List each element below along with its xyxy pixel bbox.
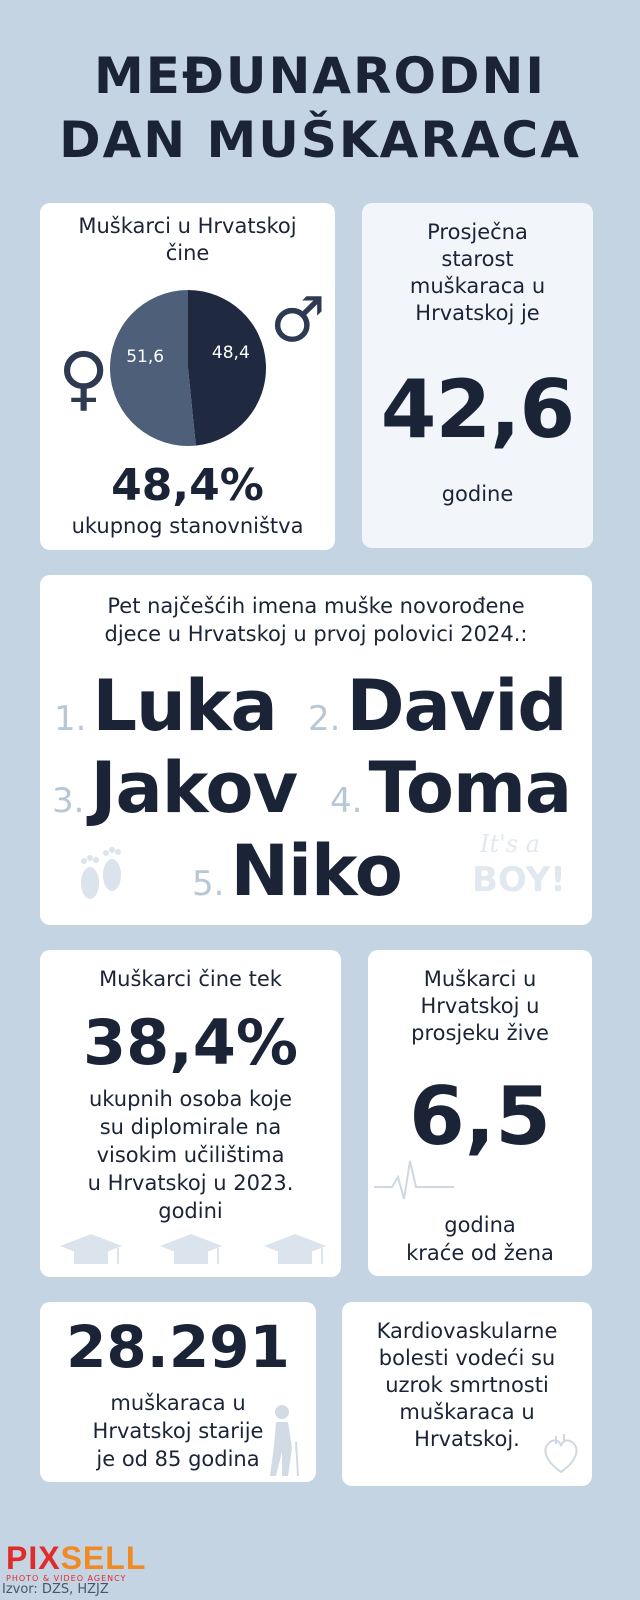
education-caption-3: visokim učilištima	[96, 1143, 285, 1167]
source-text: Izvor: DZS, HZJZ	[2, 1582, 109, 1597]
cardio-card	[342, 1302, 592, 1486]
elderly-person-icon	[256, 1402, 306, 1478]
age-heading-1: Prosječna	[427, 220, 528, 244]
names-heading-1: Pet najčešćih imena muške novorođene	[107, 594, 525, 618]
elderly-caption-2: Hrvatskoj starije	[92, 1419, 264, 1443]
age-heading-2: starost	[441, 247, 514, 271]
life-caption-2: kraće od žena	[406, 1241, 554, 1265]
logo-pix: PIX	[6, 1540, 61, 1576]
graduation-cap-icon	[158, 1230, 224, 1270]
life-caption-1: godina	[444, 1213, 516, 1237]
logo-sell: SELL	[60, 1540, 147, 1576]
name-number-5: 5.	[192, 864, 225, 904]
name-item-3	[52, 747, 297, 829]
graduation-cap-icon	[58, 1230, 124, 1270]
education-caption-4: u Hrvatskoj u 2023.	[87, 1171, 294, 1195]
elderly-caption-3: je od 85 godina	[96, 1447, 260, 1471]
age-heading-3: muškaraca u	[409, 274, 546, 298]
cardio-line-2: bolesti vodeći su	[378, 1346, 556, 1370]
name-item-2	[308, 665, 567, 747]
education-value: 38,4%	[82, 1006, 299, 1079]
name-number-4: 4.	[330, 781, 363, 821]
cardio-line-5: Hrvatskoj.	[414, 1427, 520, 1451]
name-text-3: Jakov	[90, 747, 298, 829]
name-text-5: Niko	[230, 830, 402, 912]
name-text-1: Luka	[92, 665, 277, 747]
elderly-card	[40, 1302, 316, 1482]
pie-label-female: 51,6	[126, 347, 165, 368]
name-number-2: 2.	[308, 699, 341, 739]
name-number-1: 1.	[54, 699, 87, 739]
education-heading: Muškarci čine tek	[99, 967, 282, 991]
life-heading-3: prosjeku žive	[411, 1021, 549, 1045]
age-heading-4: Hrvatskoj je	[415, 301, 540, 325]
page-title	[0, 44, 640, 172]
name-text-2: David	[346, 665, 567, 747]
name-number-3: 3.	[52, 781, 85, 821]
names-card	[40, 575, 592, 925]
population-heading-2: čine	[165, 241, 210, 265]
name-item-1	[54, 665, 277, 747]
name-item-5	[192, 830, 402, 912]
population-big-value: 48,4%	[111, 460, 264, 511]
education-caption-2: su diplomirale na	[99, 1115, 282, 1139]
pie-slice-female	[110, 290, 196, 446]
title-line-1: MEĐUNARODNI	[94, 47, 546, 105]
population-heading-1: Muškarci u Hrvatskoj	[78, 214, 297, 238]
name-text-4: Toma	[368, 747, 572, 829]
population-caption: ukupnog stanovništva	[71, 514, 304, 538]
education-caption-1: ukupnih osoba koje	[88, 1087, 293, 1111]
name-item-4	[330, 747, 571, 829]
its-a-deco: It's a	[480, 830, 540, 858]
elderly-value: 28.291	[66, 1313, 290, 1381]
age-value: 42,6	[380, 363, 575, 456]
cardio-line-3: uzrok smrtnosti	[385, 1373, 549, 1397]
cardio-line-4: muškaraca u	[399, 1400, 535, 1424]
cardio-line-1: Kardiovaskularne	[376, 1319, 558, 1343]
title-line-2: DAN MUŠKARACA	[59, 111, 581, 169]
elderly-caption-1: muškaraca u	[110, 1391, 246, 1415]
population-card	[40, 203, 335, 550]
age-unit: godine	[441, 482, 514, 506]
life-heading-1: Muškarci u	[423, 967, 537, 991]
life-heading-2: Hrvatskoj u	[420, 994, 540, 1018]
female-symbol-icon: ♀	[58, 337, 110, 419]
education-card	[40, 950, 341, 1277]
population-pie-chart	[108, 288, 268, 448]
age-card	[362, 203, 593, 548]
pie-label-male: 48,4	[211, 342, 250, 363]
education-caption-5: godini	[158, 1199, 223, 1223]
life-card	[368, 950, 592, 1276]
pie-slice-male	[188, 290, 266, 446]
graduation-cap-icon	[262, 1230, 328, 1270]
logo-subtitle: PHOTO & VIDEO AGENCY	[6, 1574, 127, 1583]
boy-deco: BOY!	[472, 860, 566, 900]
male-symbol-icon: ♂	[270, 283, 326, 356]
heart-organ-icon	[538, 1432, 584, 1478]
pixsell-logo	[6, 1540, 146, 1577]
life-value: 6,5	[409, 1070, 551, 1163]
names-heading-2: djece u Hrvatskoj u prvoj polovici 2024.:	[104, 622, 528, 646]
baby-footprints-icon	[70, 845, 134, 909]
